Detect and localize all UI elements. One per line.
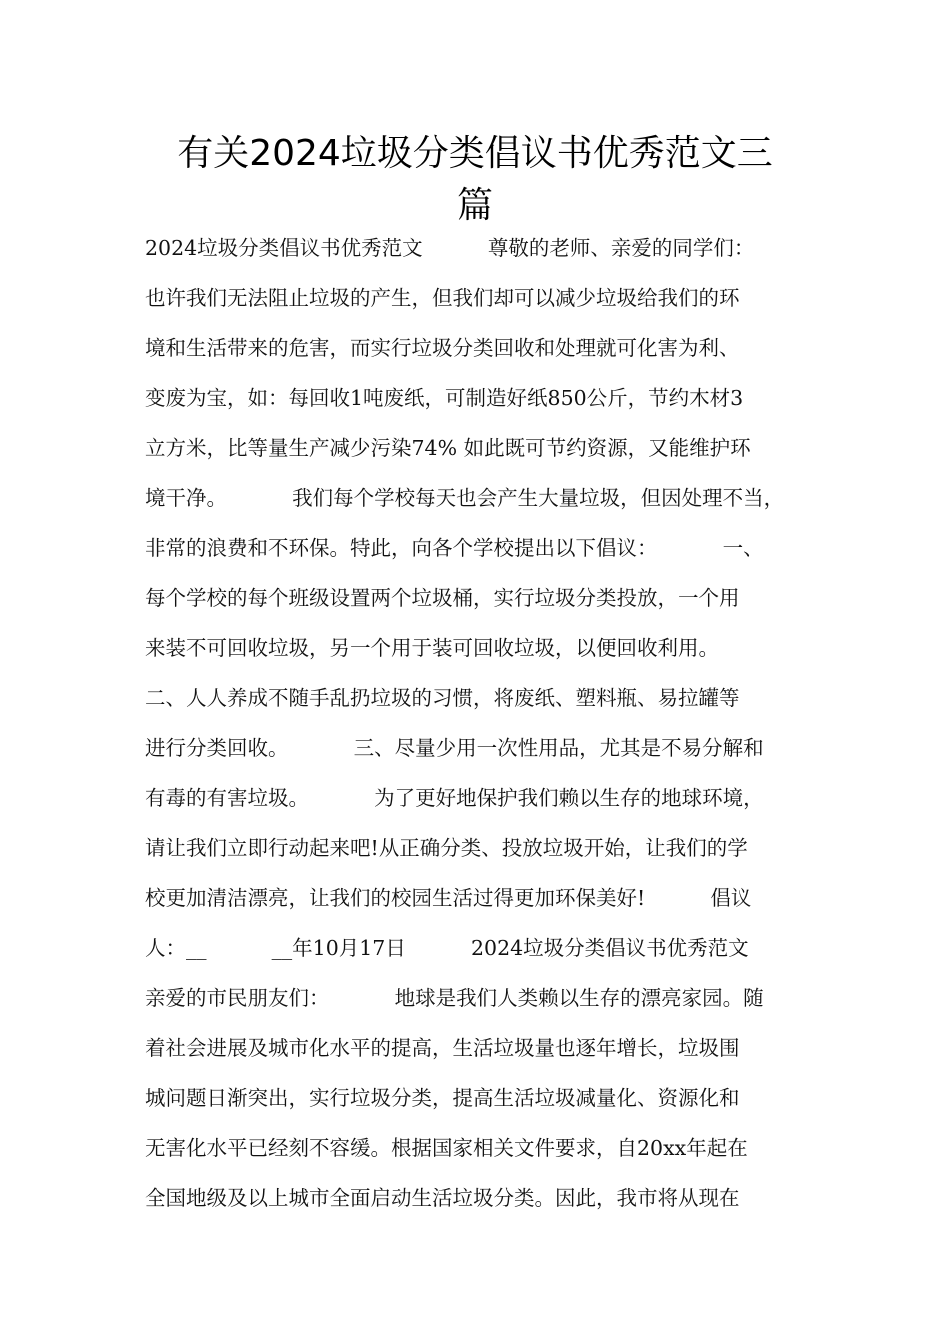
body-line: 每个学校的每个班级设置两个垃圾桶，实行垃圾分类投放，一个用 [145,586,740,610]
body-line: 也许我们无法阻止垃圾的产生，但我们却可以减少垃圾给我们的环 [145,286,740,310]
document-title-line-1: 有关2024垃圾分类倡议书优秀范文三 [177,133,773,174]
document-title-line-2: 篇 [456,185,493,226]
body-line: 变废为宝，如：每回收1吨废纸，可制造好纸850公斤，节约木材3 [145,386,744,410]
body-line: 全国地级及以上城市全面启动生活垃圾分类。因此，我市将从现在 [145,1186,740,1210]
body-line: 无害化水平已经刻不容缓。根据国家相关文件要求，自20xx年起在 [145,1136,748,1160]
body-line: 城问题日渐突出，实行垃圾分类，提高生活垃圾减量化、资源化和 [145,1086,740,1110]
body-line: 人：__ __年10月17日 2024垃圾分类倡议书优秀范文 [145,936,749,960]
body-line: 非常的浪费和不环保。特此，向各个学校提出以下倡议： 一、 [145,536,764,560]
body-line: 进行分类回收。 三、尽量少用一次性用品，尤其是不易分解和 [145,736,764,760]
body-line: 立方米，比等量生产减少污染74% 如此既可节约资源，又能维护环 [145,436,751,460]
body-line: 2024垃圾分类倡议书优秀范文 尊敬的老师、亲爱的同学们： [145,236,755,260]
body-line: 亲爱的市民朋友们： 地球是我们人类赖以生存的漂亮家园。随 [145,986,764,1010]
body-line: 来装不可回收垃圾，另一个用于装可回收垃圾，以便回收利用。 [145,636,719,660]
body-line: 着社会进展及城市化水平的提高，生活垃圾量也逐年增长，垃圾围 [145,1036,740,1060]
body-line: 境和生活带来的危害，而实行垃圾分类回收和处理就可化害为利、 [145,336,740,360]
body-line: 请让我们立即行动起来吧!从正确分类、投放垃圾开始，让我们的学 [145,836,748,860]
body-line: 二、人人养成不随手乱扔垃圾的习惯，将废纸、塑料瓶、易拉罐等 [145,686,740,710]
body-line: 有毒的有害垃圾。 为了更好地保护我们赖以生存的地球环境， [145,786,764,810]
body-line: 境干净。 我们每个学校每天也会产生大量垃圾，但因处理不当， [145,486,785,510]
body-line: 校更加清洁漂亮，让我们的校园生活过得更加环保美好! 倡议 [145,886,752,910]
